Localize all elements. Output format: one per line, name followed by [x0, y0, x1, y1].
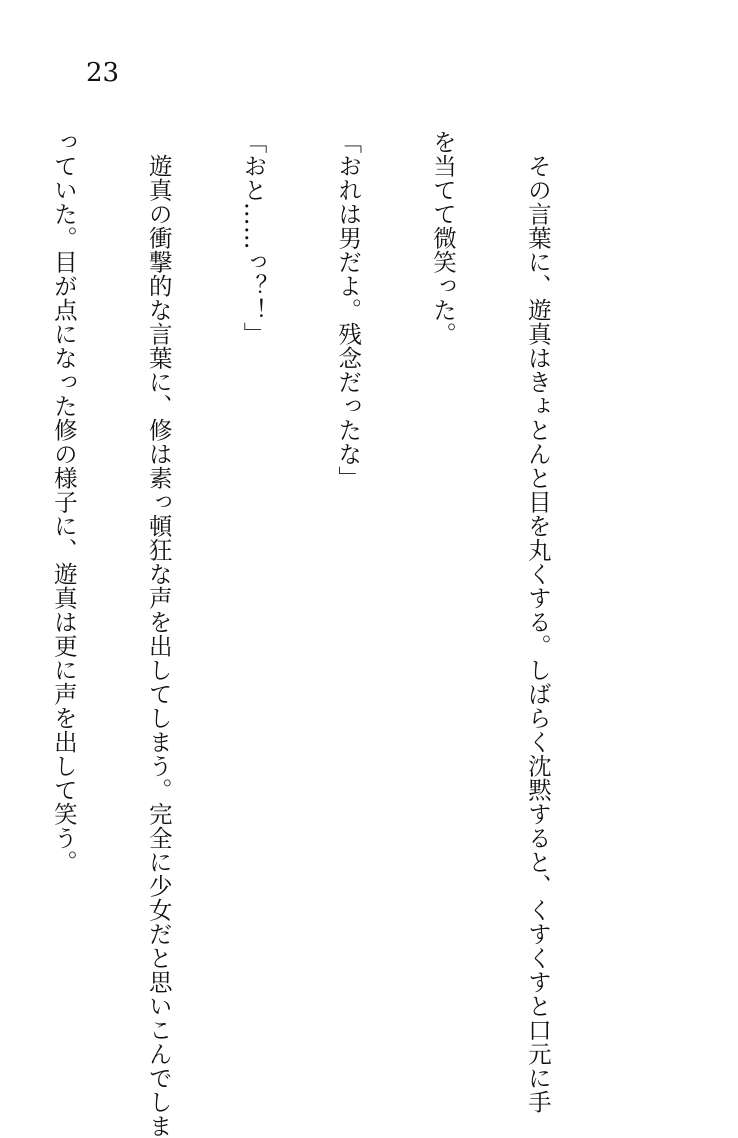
- text-line: その言葉に、遊真はきょとんと目を丸くする。しばらく沈黙すると、くすくすと口元に手: [523, 130, 552, 1114]
- dialogue-line: 「おれは男だよ。残念だったな」: [334, 130, 363, 490]
- vertical-text-block: [0, 130, 616, 1138]
- text-line: っていた。目が点になった修の様子に、遊真は更に声を出して笑う。: [49, 130, 78, 874]
- dialogue-line: 「おと……っ？！」: [239, 130, 268, 346]
- page-number: 23: [86, 58, 120, 88]
- text-line: 遊真の衝撃的な言葉に、修は素っ頓狂な声を出してしまう。完全に少女だと思いこんでしま: [144, 130, 173, 1138]
- text-line: を当てて微笑った。: [429, 130, 458, 346]
